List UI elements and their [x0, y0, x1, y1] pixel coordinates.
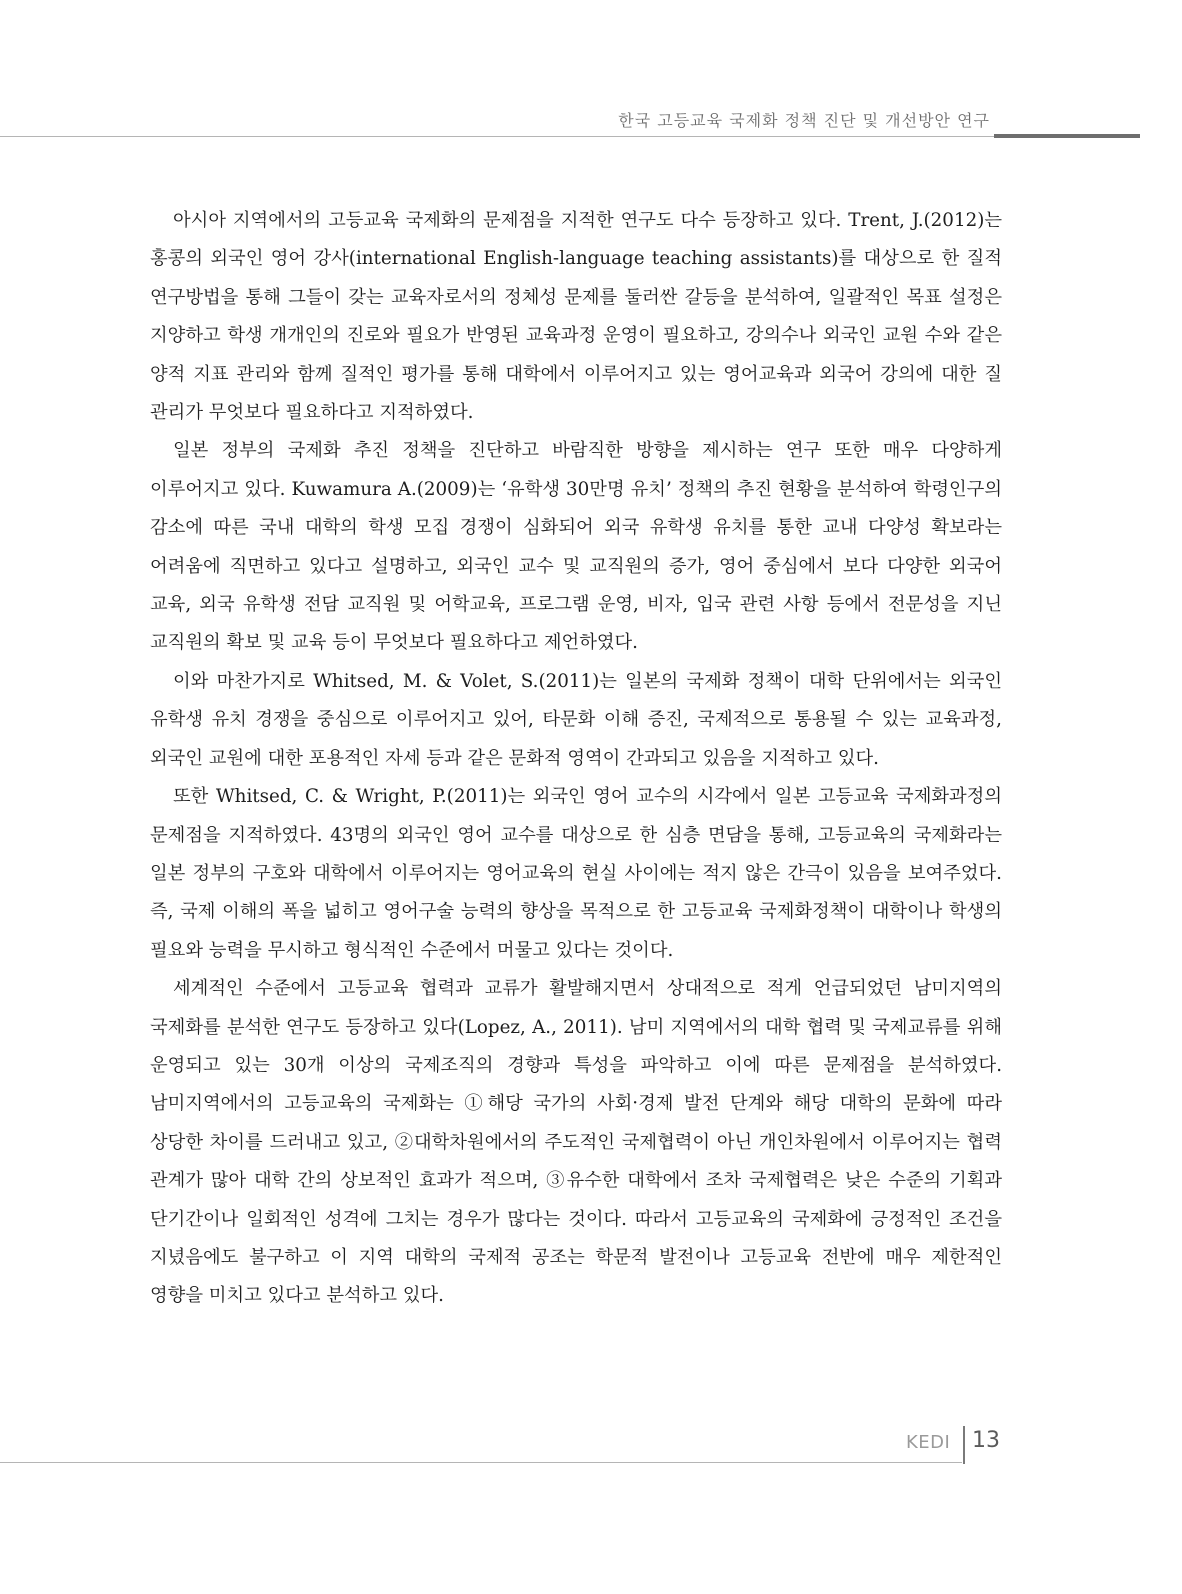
footer-org-label: KEDI: [906, 1432, 951, 1453]
header-accent-bar: [994, 134, 1140, 138]
paragraph-south-america: 세계적인 수준에서 고등교육 협력과 교류가 활발해지면서 상대적으로 적게 언급되었던 남미지역의 국제화를 분석한 연구도 등장하고 있다(Lopez, A., 2011). 남미 지역에서의 대학 협력 및 국제교류를 위해 운영되고 있는 30개 이상의 국제조직의 경향과 특성을 파악하고 이에 따른 문제점을 분석하였다. 남미지역에서의 고등교육의 국제화는 ①해당 국가의 사회·경제 발전 단계와 해당 대학의 문화에 따라 상당한 차이를 드러내고 있고, ②대학차원에서의 주도적인 국제협력이 아닌 개인차원에서 이루어지는 협력 관계가 많아 대학 간의 상보적인 효과가 적으며, ③유수한 대학에서 조차 국제협력은 낮은 수준의 기획과 단기간이나 일회적인 성격에 그치는 경우가 많다는 것이다. 따라서 고등교육의 국제화에 긍정적인 조건을 지녔음에도 불구하고 이 지역 대학의 국제적 공조는 학문적 발전이나 고등교육 전반에 매우 제한적인 영향을 미치고 있다고 분석하고 있다.: [150, 978, 1002, 1307]
footer-separator: [963, 1426, 965, 1464]
paragraph-whitsed-wright: 또한 Whitsed, C. & Wright, P.(2011)는 외국인 영어 교수의 시각에서 일본 고등교육 국제화과정의 문제점을 지적하였다. 43명의 외국인 영어 교수를 대상으로 한 심층 면담을 통해, 고등교육의 국제화라는 일본 정부의 구호와 대학에서 이루어지는 영어교육의 현실 사이에는 적지 않은 간극이 있음을 보여주었다. 즉, 국제 이해의 폭을 넓히고 영어구술 능력의 향상을 목적으로 한 고등교육 국제화정책이 대학이나 학생의 필요와 능력을 무시하고 형식적인 수준에서 머물고 있다는 것이다.: [150, 786, 1002, 961]
footer-divider: [0, 1462, 962, 1463]
header-divider: [0, 136, 1140, 137]
page-number: 13: [972, 1428, 1000, 1453]
paragraph-asia: 아시아 지역에서의 고등교육 국제화의 문제점을 지적한 연구도 다수 등장하고 있다. Trent, J.(2012)는 홍콩의 외국인 영어 강사(international English-language teaching assistants)를 대상으로 한 질적 연구방법을 통해 그들이 갖는 교육자로서의 정체성 문제를 둘러싼 갈등을 분석하여, 일괄적인 목표 설정은 지양하고 학생 개개인의 진로와 필요가 반영된 교육과정 운영이 필요하고, 강의수나 외국인 교원 수와 같은 양적 지표 관리와 함께 질적인 평가를 통해 대학에서 이루어지고 있는 영어교육과 외국어 강의에 대한 질 관리가 무엇보다 필요하다고 지적하였다.: [150, 210, 1002, 424]
body-text: [150, 202, 1002, 1316]
paragraph-whitsed-volet: 이와 마찬가지로 Whitsed, M. & Volet, S.(2011)는 일본의 국제화 정책이 대학 단위에서는 외국인 유학생 유치 경쟁을 중심으로 이루어지고 있어, 타문화 이해 증진, 국제적으로 통용될 수 있는 교육과정, 외국인 교원에 대한 포용적인 자세 등과 같은 문화적 영역이 간과되고 있음을 지적하고 있다.: [150, 670, 1002, 769]
paragraph-japan-policy: 일본 정부의 국제화 추진 정책을 진단하고 바람직한 방향을 제시하는 연구 또한 매우 다양하게 이루어지고 있다. Kuwamura A.(2009)는 ‘유학생 30만명 유치’ 정책의 추진 현황을 분석하여 학령인구의 감소에 따른 국내 대학의 학생 모집 경쟁이 심화되어 외국 유학생 유치를 통한 교내 다양성 확보라는 어려움에 직면하고 있다고 설명하고, 외국인 교수 및 교직원의 증가, 영어 중심에서 보다 다양한 외국어 교육, 외국 유학생 전담 교직원 및 어학교육, 프로그램 운영, 비자, 입국 관련 사항 등에서 전문성을 지닌 교직원의 확보 및 교육 등이 무엇보다 필요하다고 제언하였다.: [150, 440, 1002, 654]
running-header-title: 한국 고등교육 국제화 정책 진단 및 개선방안 연구: [618, 111, 990, 130]
